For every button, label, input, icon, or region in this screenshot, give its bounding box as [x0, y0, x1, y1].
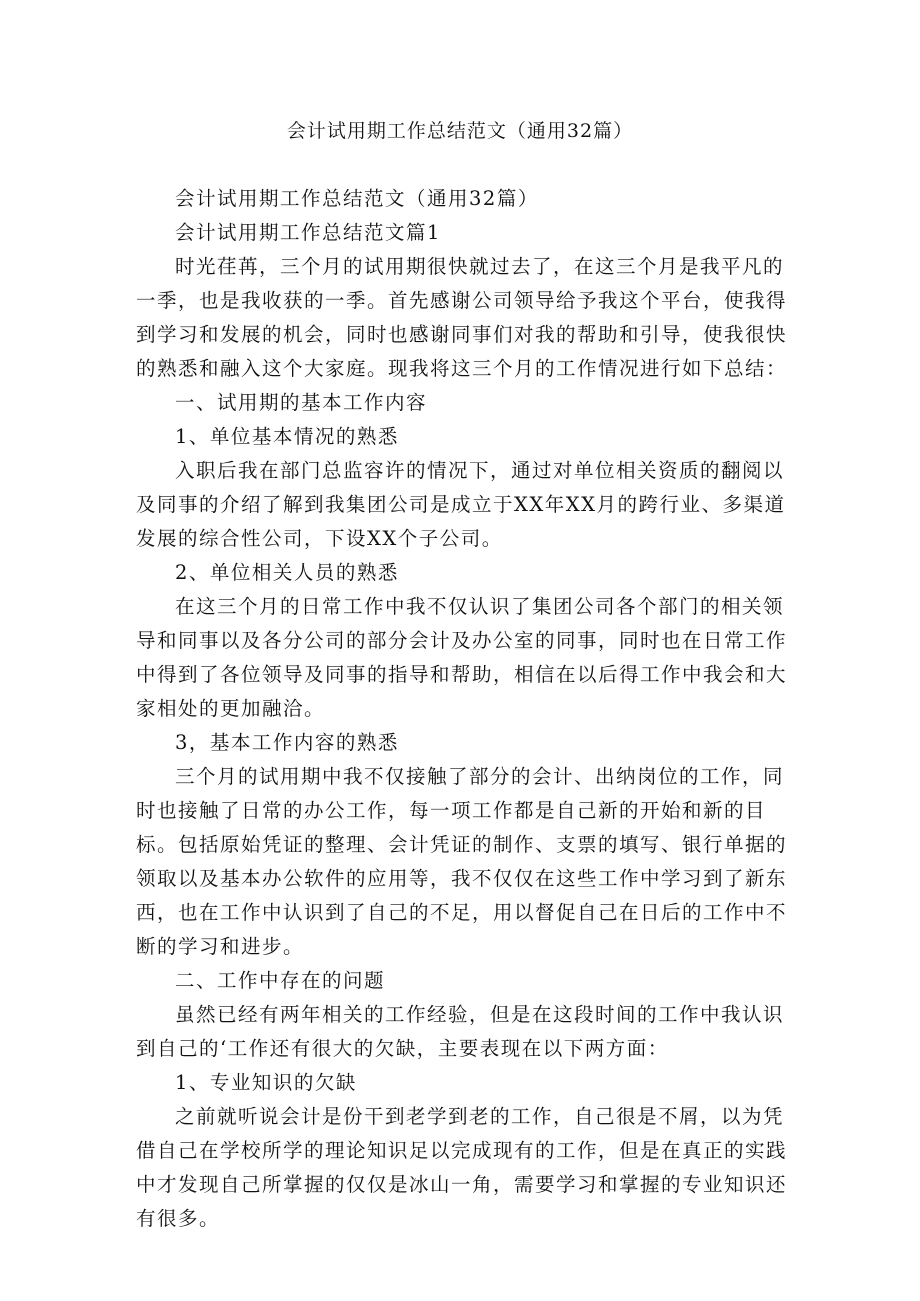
section-heading: 一、试用期的基本工作内容: [175, 391, 428, 414]
subsection-heading: 3，基本工作内容的熟悉: [175, 731, 399, 754]
document-body: [136, 182, 790, 1236]
article-heading: 会计试用期工作总结范文篇1: [175, 221, 441, 244]
subsection-heading: 2、单位相关人员的熟悉: [175, 561, 399, 584]
body-paragraph: 三个月的试用期中我不仅接触了部分的会计、出纳岗位的工作，同时也接触了日常的办公工作，每一项工作都是自己新的开始和新的目标。包括原始凭证的整理、会计凭证的制作、支票的填写、银行单据的领取以及基本办公软件的应用等，我不仅仅在这些工作中学习到了新东西，也在工作中认识到了自己的不足，用以督促自己在日后的工作中不断的学习和进步。: [136, 765, 788, 958]
document-title: 会计试用期工作总结范文（通用32篇）: [286, 120, 634, 142]
body-paragraph: 入职后我在部门总监容许的情况下，通过对单位相关资质的翻阅以及同事的介绍了解到我集团公司是成立于XX年XX月的跨行业、多渠道发展的综合性公司，下设XX个子公司。: [136, 459, 786, 550]
subsection-heading: 1、专业知识的欠缺: [175, 1071, 357, 1094]
subsection-heading: 1、单位基本情况的熟悉: [175, 425, 399, 448]
subtitle-heading: 会计试用期工作总结范文（通用32篇）: [175, 187, 539, 210]
body-paragraph: 时光荏苒，三个月的试用期很快就过去了，在这三个月是我平凡的一季，也是我收获的一季。首先感谢公司领导给予我这个平台，使我得到学习和发展的机会，同时也感谢同事们对我的帮助和引导，使我很快的熟悉和融入这个大家庭。现我将这三个月的工作情况进行如下总结：: [136, 255, 788, 380]
section-heading: 二、工作中存在的问题: [175, 969, 386, 992]
body-paragraph: 之前就听说会计是份干到老学到老的工作，自己很是不屑，以为凭借自己在学校所学的理论知识足以完成现有的工作，但是在真正的实践中才发现自己所掌握的仅仅是冰山一角，需要学习和掌握的专业知识还有很多。: [136, 1105, 788, 1230]
body-paragraph: 虽然已经有两年相关的工作经验，但是在这段时间的工作中我认识到自己的‘工作还有很大的欠缺，主要表现在以下两方面：: [136, 1003, 785, 1060]
body-paragraph: 在这三个月的日常工作中我不仅认识了集团公司各个部门的相关领导和同事以及各分公司的部分会计及办公室的同事，同时也在日常工作中得到了各位领导及同事的指导和帮助，相信在以后得工作中我会和大家相处的更加融洽。: [136, 595, 788, 720]
